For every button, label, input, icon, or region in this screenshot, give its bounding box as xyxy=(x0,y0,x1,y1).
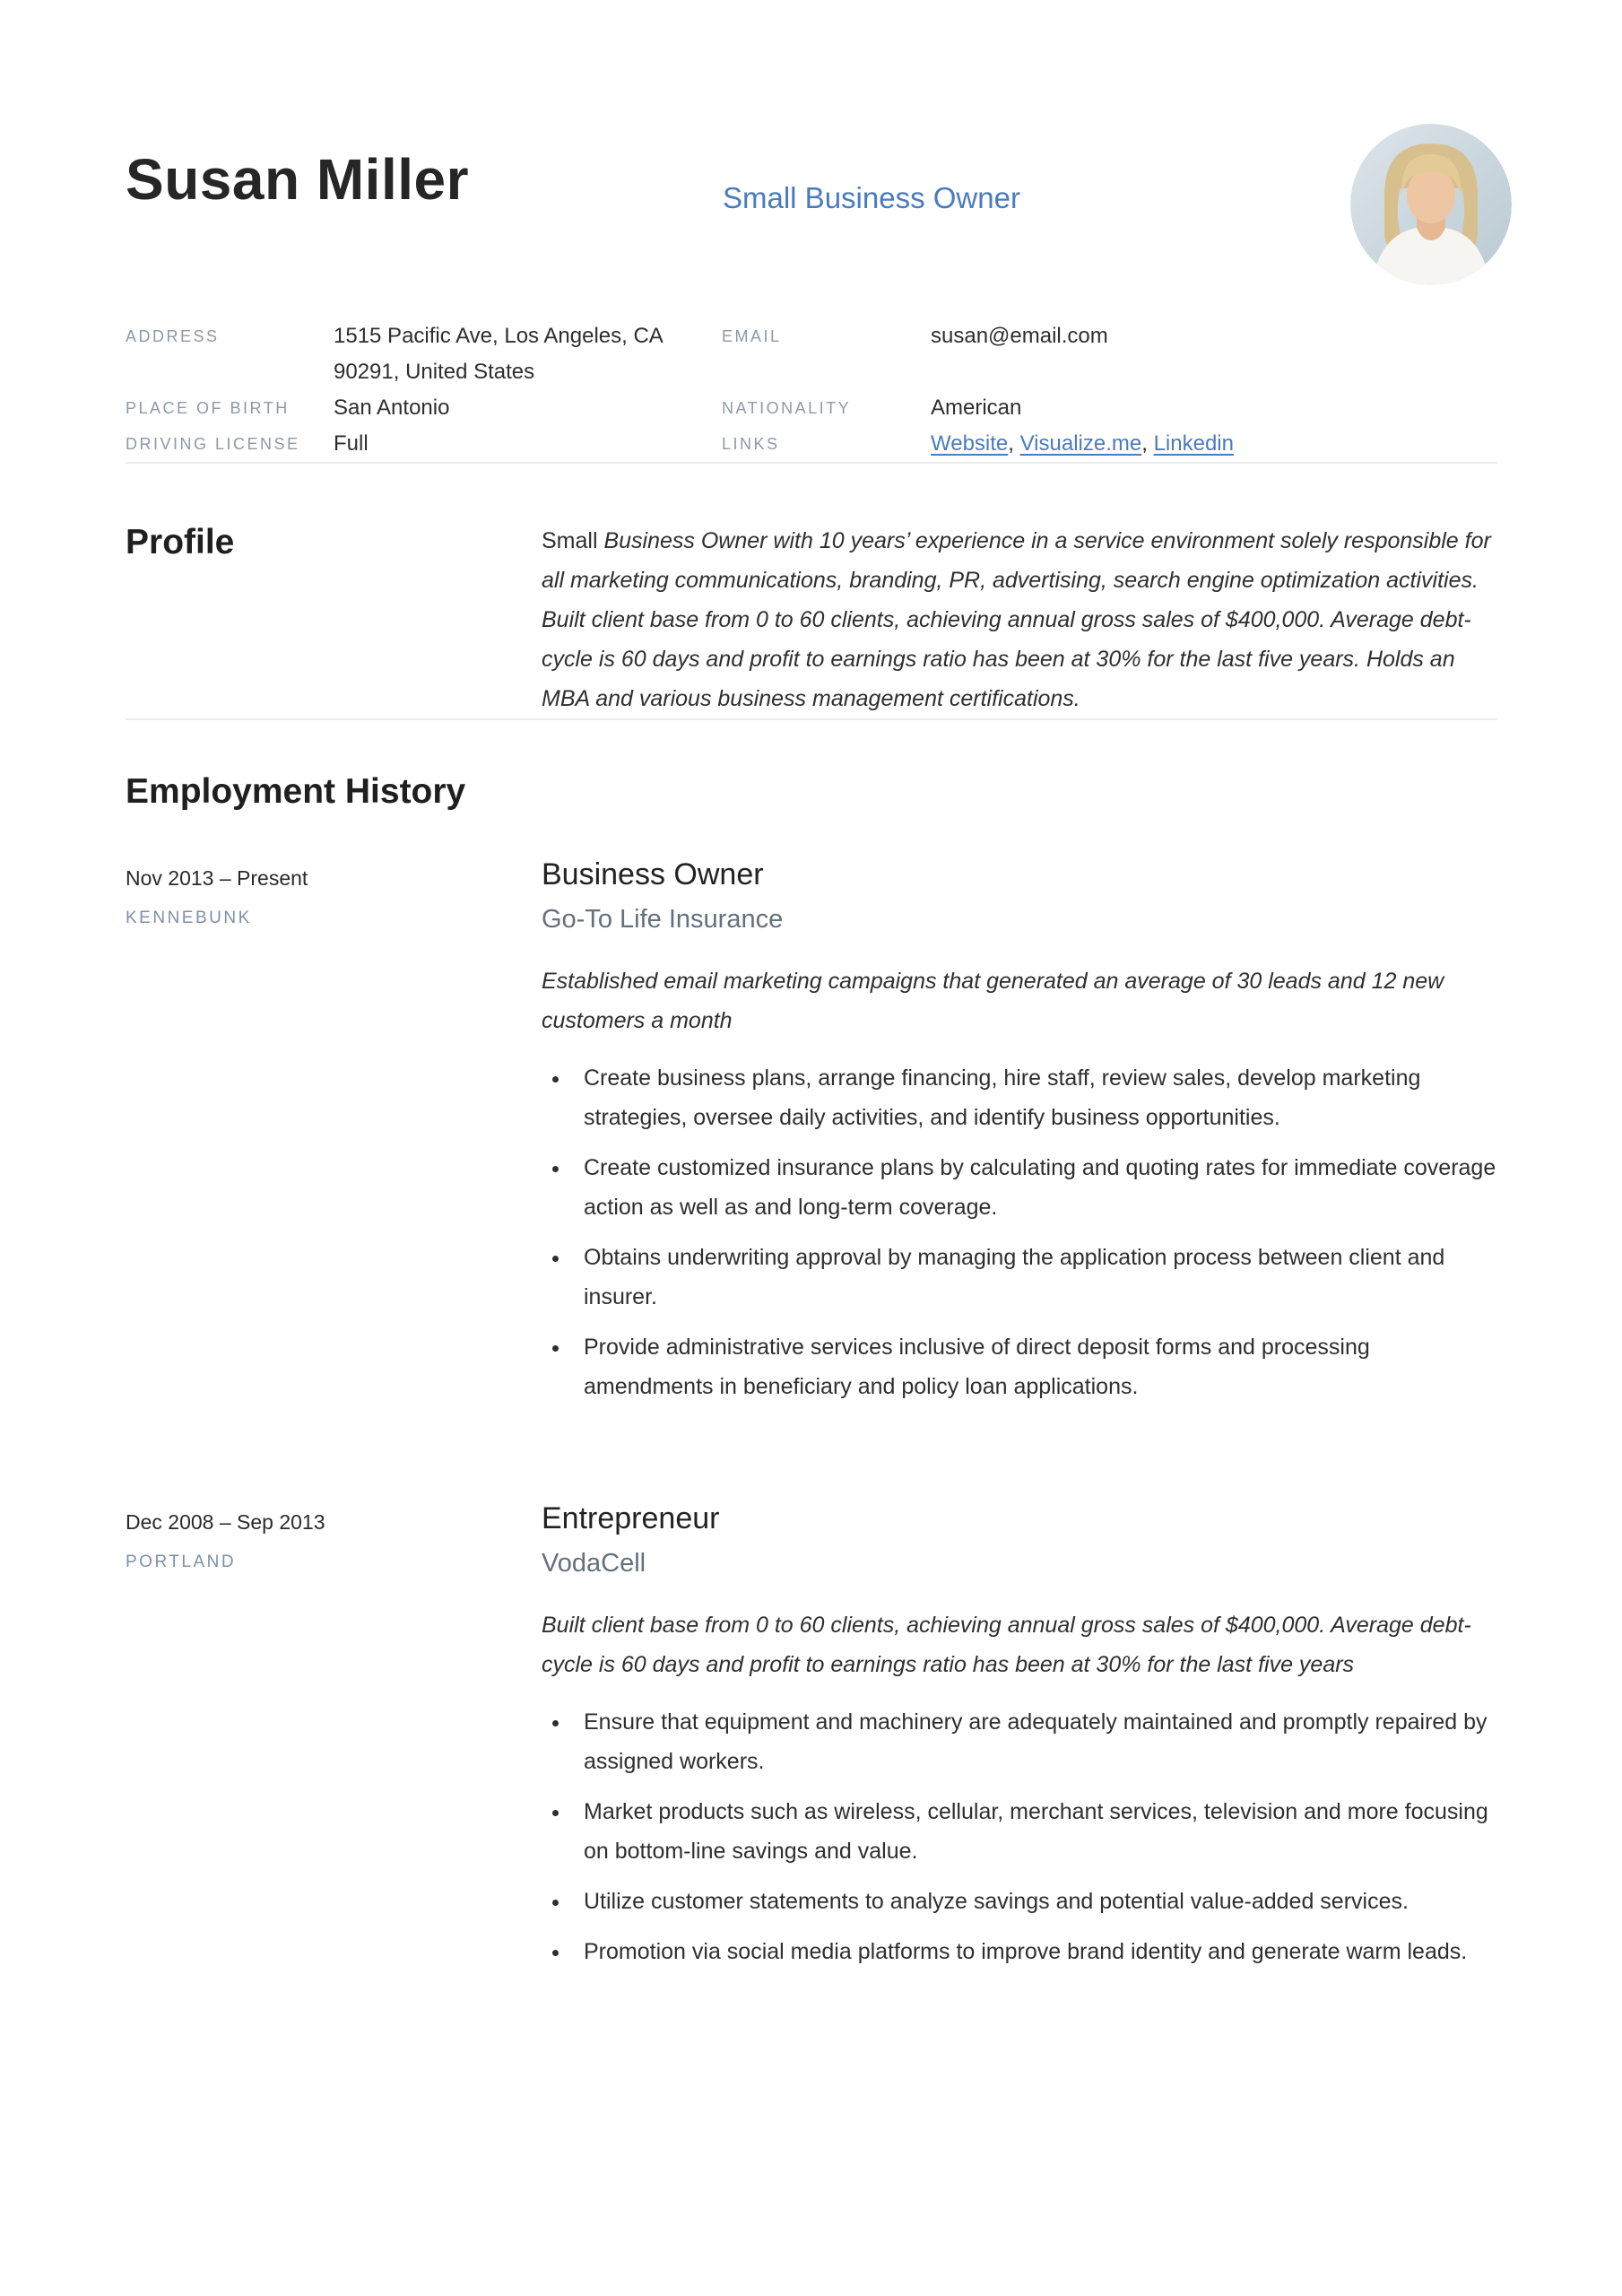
person-name: Susan Miller xyxy=(126,147,469,212)
contact-value-links xyxy=(931,426,1497,462)
link-website[interactable]: Website xyxy=(931,431,1009,456)
contact-label-driving-license: DRIVING LICENSE xyxy=(126,435,300,453)
contact-label-links: LINKS xyxy=(722,435,780,453)
job-details xyxy=(542,1500,1497,1982)
contact-value-email: susan@email.com xyxy=(931,324,1108,348)
link-separator: , xyxy=(1141,431,1154,456)
link-separator: , xyxy=(1008,431,1020,456)
bullet-item: • Utilize customer statements to analyze savings and potential value-added services. xyxy=(571,1882,1497,1921)
bullet-item: • Create business plans, arrange financing, hire staff, review sales, develop marketing strategies, oversee daily activities, and identify business opportunities. xyxy=(571,1058,1497,1137)
profile-photo-image xyxy=(1350,124,1512,285)
section-divider xyxy=(126,718,1497,720)
job-meta xyxy=(126,856,542,1417)
contact-info xyxy=(126,318,1497,462)
employment-entry xyxy=(126,856,1497,1417)
job-title: Entrepreneur xyxy=(542,1501,720,1535)
job-title: Business Owner xyxy=(542,857,764,891)
bullet-item: • Create customized insurance plans by calculating and quoting rates for immediate coverage action as well as and long-term coverage. xyxy=(571,1148,1497,1227)
bullet-item: • Promotion via social media platforms to improve brand identity and generate warm leads. xyxy=(571,1932,1497,1971)
resume-header xyxy=(126,0,1497,318)
link-visualize-me[interactable]: Visualize.me xyxy=(1019,431,1142,456)
contact-value-driving-license: Full xyxy=(334,431,369,456)
job-dates: Nov 2013 – Present xyxy=(126,866,308,890)
job-bullets xyxy=(542,1058,1497,1406)
contact-value-address: 1515 Pacific Ave, Los Angeles, CA 90291, United States xyxy=(334,324,663,384)
contact-label-place-of-birth: PLACE OF BIRTH xyxy=(126,399,290,417)
profile-section xyxy=(126,521,1497,718)
job-location: KENNEBUNK xyxy=(126,909,252,927)
profile-text-lead: Small xyxy=(542,528,604,553)
profile-photo xyxy=(1350,124,1512,285)
job-company: Go-To Life Insurance xyxy=(542,905,784,934)
profile-text xyxy=(542,521,1497,718)
job-dates: Dec 2008 – Sep 2013 xyxy=(126,1510,325,1534)
job-company: VodaCell xyxy=(542,1549,646,1578)
job-location: PORTLAND xyxy=(126,1552,237,1571)
employment-heading: Employment History xyxy=(126,772,466,811)
contact-value-place-of-birth: San Antonio xyxy=(334,396,450,420)
bullet-item: • Ensure that equipment and machinery are adequately maintained and promptly repaired by assigned workers. xyxy=(571,1702,1497,1781)
contact-label-address: ADDRESS xyxy=(126,327,220,345)
bullet-item: • Provide administrative services inclusive of direct deposit forms and processing amendments in beneficiary and policy loan applications. xyxy=(571,1327,1497,1406)
job-bullets xyxy=(542,1702,1497,1971)
profile-text-body: Business Owner with 10 years’ experience in a service environment solely responsible for all marketing communications, branding, PR, advertising, search engine optimization activities. Built client base from 0 to 60 clients, achieving annual gross sales of $400,000. Average debt-cycle is 60 days and profit to earnings ratio has been at 30% for the last five years. Holds an MBA and various business management certifications. xyxy=(542,528,1491,711)
contact-label-nationality: NATIONALITY xyxy=(722,399,852,417)
person-job-title: Small Business Owner xyxy=(723,181,1020,214)
link-linkedin[interactable]: Linkedin xyxy=(1153,431,1234,456)
contact-value-nationality: American xyxy=(931,396,1022,420)
job-details xyxy=(542,856,1497,1417)
employment-entry xyxy=(126,1500,1497,1982)
bullet-item: • Market products such as wireless, cellular, merchant services, television and more focusing on bottom-line savings and value. xyxy=(571,1792,1497,1871)
bullet-item: • Obtains underwriting approval by managing the application process between client and insurer. xyxy=(571,1238,1497,1317)
profile-heading: Profile xyxy=(126,523,235,561)
section-divider xyxy=(126,462,1497,464)
job-summary: Built client base from 0 to 60 clients, achieving annual gross sales of $400,000. Average debt-cycle is 60 days and profit to earnings ratio has been at 30% for the last five years xyxy=(542,1613,1471,1677)
contact-label-email: EMAIL xyxy=(722,327,782,345)
employment-section xyxy=(126,770,1497,1982)
job-summary: Established email marketing campaigns that generated an average of 30 leads and 12 new customers a month xyxy=(542,969,1444,1033)
job-meta xyxy=(126,1500,542,1982)
